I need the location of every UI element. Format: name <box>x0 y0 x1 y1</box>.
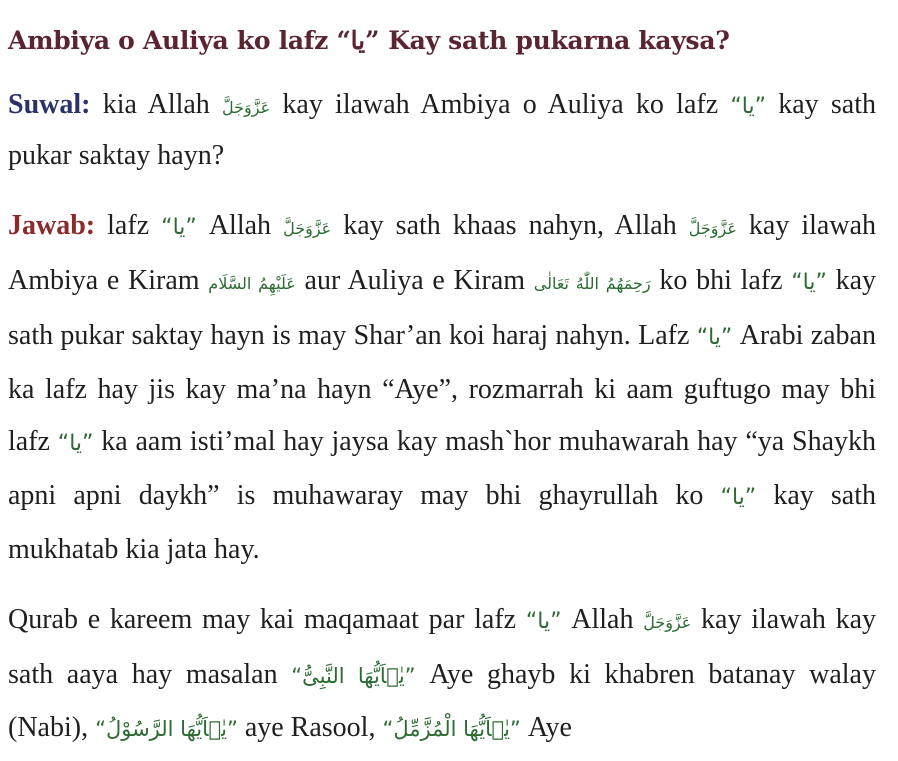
quran-text-2: Allah <box>561 604 644 635</box>
honorific-azza-wa-jal: عَزَّوَجَلَّ <box>222 98 271 117</box>
arabic-word-ya: “یا” <box>57 431 94 456</box>
quran-paragraph <box>8 594 876 755</box>
arabic-word-ya: “یا” <box>730 94 766 119</box>
arabic-phrase-ya-ayyuhal-muzzammil: “یٰۤاَیُّهَا الْمُزَّمِّلُ” <box>382 717 521 741</box>
answer-text-1: lafz <box>95 210 162 241</box>
arabic-word-ya: “یا” <box>161 215 197 240</box>
arabic-word-ya: “یا” <box>791 270 827 295</box>
quran-text-1: Qurab e kareem may kai maqamaat par lafz <box>8 604 526 635</box>
question-paragraph <box>8 81 876 180</box>
arabic-word-ya: “یا” <box>696 325 733 350</box>
answer-text-8: Arabi zaban ka lafz hay jis kay ma’na hayn “Aye”, rozmarrah ki aam guftugo may bhi lafz <box>8 320 876 457</box>
honorific-alayhim-salam: عَلَيْهِمُ السَّلَام <box>208 274 296 293</box>
answer-text-6: ko bhi lafz <box>650 265 792 296</box>
answer-text-7: kay sath pukar saktay hayn is may Shar’an koi haraj nahyn. Lafz <box>8 265 877 351</box>
arabic-phrase-ya-ayyuhar-rasool: “یٰۤاَیُّهَا الرَّسُوْلُ” <box>95 717 238 741</box>
answer-text-10: kay sath mukhatab kia jata hay. <box>8 480 876 565</box>
quran-text-3: kay ilawah kay sath aaya hay masalan <box>8 604 876 690</box>
answer-label: Jawab: <box>8 210 96 241</box>
honorific-azza-wa-jal: عَزَّوَجَلَّ <box>283 219 332 238</box>
honorific-azza-wa-jal: عَزَّوَجَلَّ <box>688 219 737 238</box>
quran-text-4: Aye ghayb ki khabren batanay walay (Nabi), <box>8 659 876 743</box>
answer-text-2: Allah <box>196 210 284 241</box>
answer-paragraph <box>8 200 876 576</box>
quran-text-5: aye Rasool, <box>237 712 383 743</box>
answer-text-9: ka aam isti’mal hay jaysa kay mash`hor muhawarah hay “ya Shaykh apni apni daykh” is muhawaray may bhi ghayrullah ko <box>8 426 876 511</box>
question-text-2: kay ilawah Ambiya o Auliya ko lafz <box>270 89 731 120</box>
question-text-3: kay sath pukar saktay hayn? <box>8 89 876 171</box>
answer-text-4: kay ilawah Ambiya e Kiram <box>8 210 877 296</box>
question-label: Suwal: <box>8 89 91 120</box>
honorific-rahimahumullah: رَحِمَهُمُ اللّٰهُ تَعَالٰی <box>533 274 651 293</box>
honorific-azza-wa-jal: عَزَّوَجَلَّ <box>643 613 692 632</box>
arabic-word-ya: “یا” <box>720 485 757 510</box>
page-title: Ambiya o Auliya ko lafz “یا” Kay sath pukarna kaysa? <box>8 26 730 55</box>
arabic-phrase-ya-ayyuhan-nabi: “یٰۤاَیُّهَا النَّبِیُّ” <box>291 664 416 688</box>
answer-text-3: kay sath khaas nahyn, Allah <box>331 210 689 241</box>
arabic-word-ya: “یا” <box>525 609 562 634</box>
quran-text-6: Aye <box>520 712 572 743</box>
question-text-1: kia Allah <box>90 89 223 120</box>
answer-text-5: aur Auliya e Kiram <box>295 265 534 296</box>
